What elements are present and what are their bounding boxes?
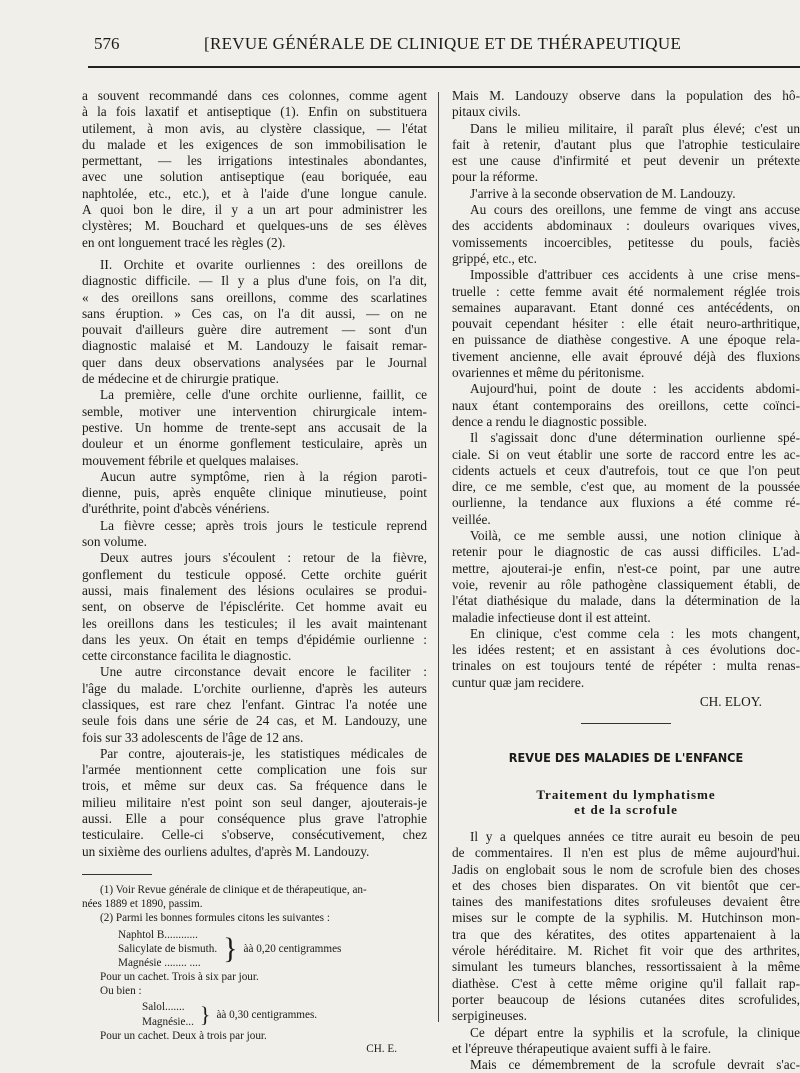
text-line: pitaux civils. [452,104,521,120]
text-line: cette circonstance facilita le diagnostic. [82,648,292,664]
text-line: tra que des kératites, des otites appartenaient à la [452,926,800,942]
article-title: et de la scrofule [574,801,678,817]
text-line: Deux autres jours s'écoulent : retour de la fièvre, [100,550,427,566]
paragraph [82,664,427,745]
text-line: Une autre circonstance devait encore le faciliter : [100,664,427,680]
text-line: en puissance de diathèse congestive. A une époque rela- [452,332,800,348]
text-line: cuntur quæ jam recidere. [452,674,585,690]
formula-dose: àà 0,20 centigrammes [243,942,342,955]
text-line: utilement, à mon avis, au clystère classique, — l'état [82,120,427,136]
left-column [82,88,427,1055]
text-line: de commentaires. Il n'en est plus de même aujourd'hui. [452,845,800,861]
text-line: du malade et les exigences de son immobilisation le [82,136,427,152]
text-line: naphtolée, etc., etc.), et à l'aide d'une longue canule. [82,185,427,201]
paragraph [452,381,800,430]
formula-ingredient: Magnésie ........ .... [118,956,201,969]
text-line: Aucun autre symptôme, rien à la région paroti- [100,468,427,484]
paragraph [452,430,800,528]
text-line: voie, revenir au rôle pathogène classiquement établi, de [452,576,800,592]
paragraph [452,88,800,121]
text-line: quer dans deux observations analysées par le Journal [82,354,427,370]
text-line: La première, celle d'une orchite ourlienne, faillit, ce [100,387,427,403]
text-line: Mais ce démembrement de la scrofule devrait s'ac- [470,1057,800,1073]
footnote-rule [82,874,152,875]
text-line: pour la réforme. [452,169,539,185]
page-number: 576 [94,34,120,53]
text-line: gonflement du testicule opposé. Cette orchite guérit [82,566,427,582]
text-line: aussi. Elle a pour conséquence plus grave l'atrophie [82,811,427,827]
text-line: pestive. Un homme de trente-sept ans accusait de la [82,419,427,435]
text-line: semaines auparavant. Etant donné ces antécédents, on [452,299,800,315]
paragraph [82,746,427,860]
right-column [452,88,800,1073]
text-line: diathèse. C'est à cette même origine qu'il fallait rap- [452,975,800,991]
text-line: ciale. Si on veut établir une sorte de raccord entre les ac- [452,446,800,462]
formula-ingredient: Magnésie... [142,1015,194,1028]
column-separator [438,92,439,1022]
text-line: Jadis on englobait sous le nom de scrofule bien des choses [452,861,800,877]
text-line: pouvait cependant hésiter : elle était neuro-arthritique, [452,316,800,332]
text-line: d'uréthrite, point d'abcès vénériens. [82,501,270,517]
paragraph [82,518,427,551]
text-line: avec une solution antiseptique (eau boriquée, eau [82,169,427,185]
text-line: Il y a quelques années ce titre aurait eu besoin de peu [470,828,800,844]
text-line: fois sur 33 adolescents de l'âge de 12 ans. [82,729,304,745]
footnote-line: Pour un cachet. Deux à trois par jour. [100,1029,267,1042]
author-signature: CH. ELOY. [699,693,762,709]
text-line: mouvement fébrile et quelques malaises. [82,452,299,468]
text-line: douleur et un énorme gonflement testiculaire, après un [82,436,427,452]
article-title: Traitement du lymphatisme [536,786,716,802]
text-line: testiculaire. Celle-ci s'observe, consécutivement, chez [82,827,427,843]
text-line: La fièvre cesse; après trois jours le testicule reprend [100,517,427,533]
text-line: Dans le milieu militaire, il paraît plus élevé; c'est un [470,120,800,136]
text-line: trinales on est toujours tenté de répéter : multa renas- [452,658,800,674]
text-line: en ont longuement tracé les règles (2). [82,234,286,250]
paragraph [82,257,427,387]
text-line: Aujourd'hui, point de doute : les accidents abdomi- [470,381,800,397]
text-line: vérole héréditaire. M. Richet fit voir que des arthrites, [452,943,800,959]
text-line: son volume. [82,534,148,550]
text-line: classiques, est rare chez l'enfant. Gintrac l'a notée une [82,696,427,712]
footnotes [82,883,427,1055]
text-line: dans les yeux. On était en temps d'épidémie ourlienne : [82,631,427,647]
text-line: tivement ancienne, elle avait éprouvé déjà des fluxions [452,348,800,364]
section-heading-line: II. Orchite et ovarite ourliennes : des oreillons de [100,256,427,272]
text-line: retenir pour le diagnostic de cas aussi difficiles. L'ad- [452,544,800,560]
paragraph [82,469,427,518]
text-line: permettant, — les irrigations intestinales abondantes, [82,153,427,169]
running-title: [REVUE GÉNÉRALE DE CLINIQUE ET DE THÉRAPEUTIQUE [204,34,682,53]
text-line: sent, on observe de l'épisclérite. Cet homme avait eu [82,599,427,615]
text-line: vomissements incoercibles, petitesse du pouls, faciès [452,234,800,250]
text-line: pouvait d'ailleurs guère dire autrement — sont d'un [82,322,427,338]
text-line: Ce départ entre la syphilis et la scrofule, la clinique [470,1024,800,1040]
text-line: mettre, ajouterai-je enfin, n'est-ce point, par une autre [452,560,800,576]
text-line: maladie infectieuse dont il est atteint. [452,609,651,625]
text-line: A quoi bon le dire, il y a un art pour administrer les [82,202,427,218]
text-line: l'âge du malade. L'orchite ourlienne, d'après les auteurs [82,680,427,696]
formula-block [82,1000,427,1028]
text-line: l'armée mentionnent cette complication une fois sur [82,762,427,778]
paragraph [82,88,427,251]
text-line: de médecine et de chirurgie pratique. [82,371,279,387]
paragraph [452,829,800,1025]
text-line: diagnostic difficile. — Il y a plus d'une fois, on l'a dit, [82,273,427,289]
text-line: trois, et même sur deux cas. Sa fréquence dans le [82,778,427,794]
footnote-line: nées 1889 et 1890, passim. [82,898,203,911]
text-line: serpigineuses. [452,1008,527,1024]
text-line: dence a rendu le diagnostic possible. [452,413,647,429]
text-line: l'état diathésique du malade, dans la détermination de la [452,593,800,609]
text-line: des accidents abdominaux : douleurs ovariques vives, [452,218,800,234]
paragraph [82,550,427,664]
text-line: dienne, puis, après enquête clinique minutieuse, point [82,485,427,501]
text-line: truelle : cette femme avait été normalement réglée trois [452,283,800,299]
text-line: grippé, etc., etc. [452,250,537,266]
footnote-signature: CH. E. [366,1043,397,1056]
text-line: Au cours des oreillons, une femme de vingt ans accuse [470,202,800,218]
formula-ingredient: Salol....... [142,1001,185,1014]
text-line: diagnostic malaisé et M. Landouzy le faisait remar- [82,338,427,354]
text-line: ourlienne, la tendance aux fluxions a été comme ré- [452,495,800,511]
text-line: milieu militaire n'est point son seul danger, ajouterais-je [82,794,427,810]
footnote-line: Pour un cachet. Trois à six par jour. [100,971,259,984]
paragraph [82,387,427,468]
formula-ingredient: Salicylate de bismuth. [118,942,218,955]
text-line: aussi, mais finalement des lésions oculaires se produi- [82,582,427,598]
footnote-line: Ou bien : [100,985,142,998]
text-line: veillée. [452,511,491,527]
text-line: cidents actuels et ceux d'autrefois, tout ce que l'on peut [452,462,800,478]
text-line: les oreillons dans les testicules; il les avait maintenant [82,615,427,631]
paragraph [452,267,800,381]
text-line: fait à retenir, d'autant plus que l'atrophie testiculaire [452,136,800,152]
formula-block [82,928,427,971]
text-line: mises sur le compte de la syphilis. M. Hutchinson mon- [452,910,800,926]
paragraph [452,626,800,691]
brace-icon: } [223,931,238,965]
text-line: seule fois dans une série de 24 cas, et M. Landouzy, une [82,713,427,729]
text-line: Mais M. Landouzy observe dans la population des hô- [452,88,800,103]
formula-dose: àà 0,30 centigrammes. [216,1008,318,1021]
text-line: et des choses bien disparates. On vit bientôt que cer- [452,877,800,893]
paragraph [452,1025,800,1073]
paragraph [452,121,800,186]
section-divider [581,723,671,724]
text-line: En clinique, c'est comme cela : les mots changent, [470,625,800,641]
formula-ingredient: Naphtol B............ [118,928,198,941]
text-line: est une cause d'infirmité et peut devenir un prétexte [452,153,800,169]
section-title: REVUE DES MALADIES DE L'ENFANCE [508,749,744,765]
brace-icon: } [199,1001,211,1027]
header-rule [88,66,800,68]
text-line: Impossible d'attribuer ces accidents à une crise mens- [470,267,800,283]
text-line: semble, motiver une intervention chirurgicale intem- [82,403,427,419]
text-line: Voilà, ce me semble aussi, une notion clinique à [470,528,800,544]
text-line: ovariennes et même du péritonisme. [452,365,645,381]
text-line: les idées restent; et en assistant à ces évolutions doc- [452,642,800,658]
paragraph [452,202,800,267]
text-line: naux étant contemporains des oreillons, cette coïnci- [452,397,800,413]
text-line: à la fois laxatif et antiseptique (1). Enfin on substituera [82,104,427,120]
text-line: porter beaucoup de lésions cutanées dites scrofulides, [452,991,800,1007]
text-line: un sixième des ourliens adultes, d'après M. Landouzy. [82,843,370,859]
footnote-line: (1) Voir Revue générale de clinique et de thérapeutique, an- [100,883,367,896]
text-line: a souvent recommandé dans ces colonnes, comme agent [82,88,427,103]
text-line: taines des manifestations dites srofuleuses devaient être [452,894,800,910]
text-line: Par contre, ajouterais-je, les statistiques médicales de [100,745,427,761]
text-line: et l'épreuve thérapeutique avaient suffi à le faire. [452,1040,712,1056]
text-line: simulant les tumeurs blanches, ressortissaient à la même [452,959,800,975]
text-line: sans éruption. » Ces cas, on l'a dit aussi, — on ne [82,305,427,321]
text-line: Il s'agissait donc d'une détermination ourlienne spé- [470,430,800,446]
paragraph [452,528,800,626]
text-line: J'arrive à la seconde observation de M. Landouzy. [470,185,736,201]
text-line: dire, ce me semble, c'est que, au moment de la poussée [452,479,800,495]
footnote-line: (2) Parmi les bonnes formules citons les suivantes : [100,912,330,925]
text-line: clystères; M. Bouchard et quelques-uns de ses élèves [82,218,427,234]
paragraph [452,186,800,202]
text-line: « des oreillons sans oreillons, comme des scarlatines [82,289,427,305]
